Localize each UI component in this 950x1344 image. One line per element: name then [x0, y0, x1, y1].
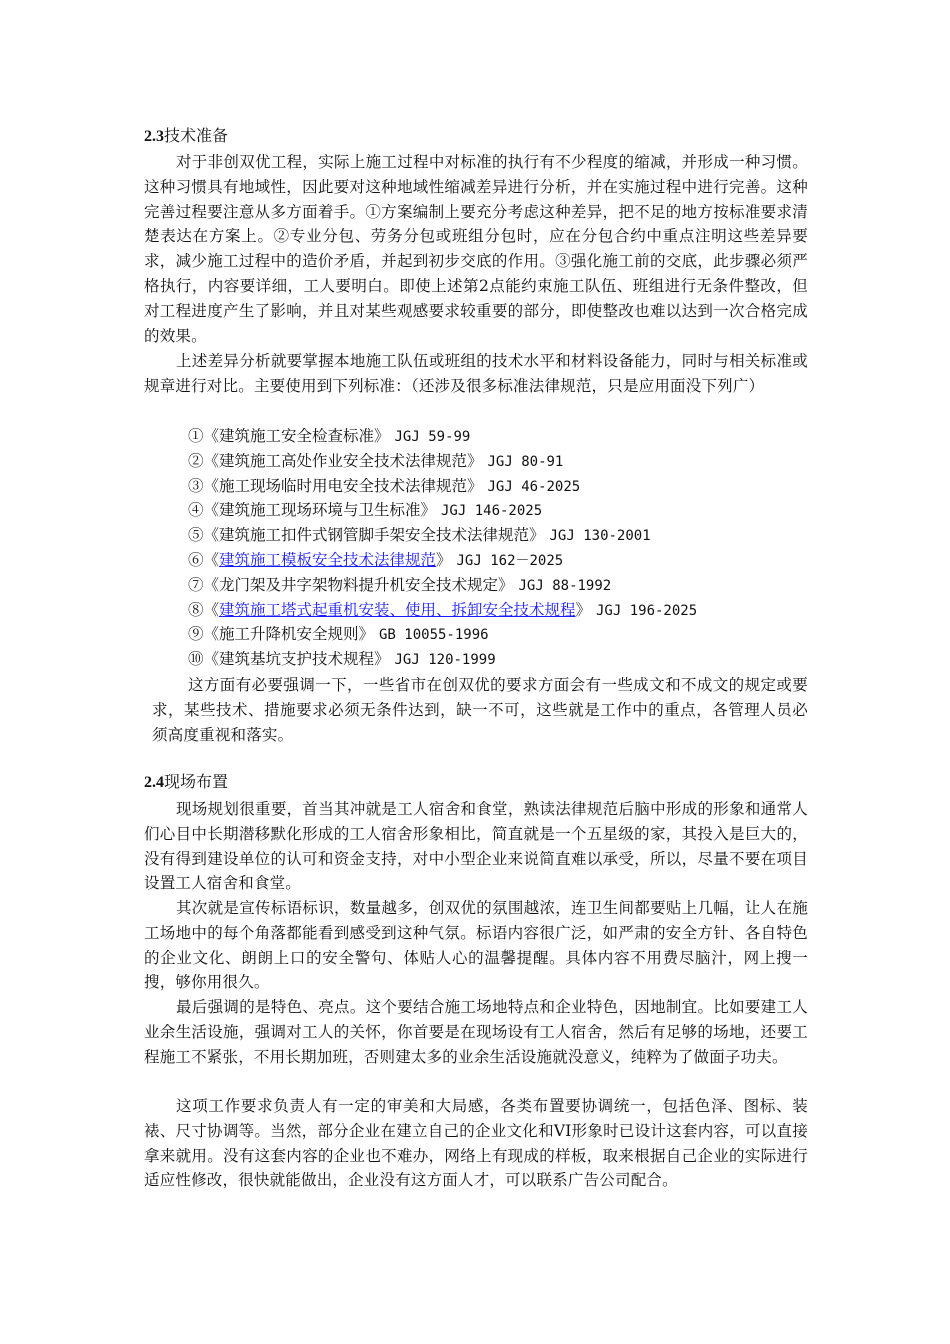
- title-bracket-close: 》: [575, 600, 592, 619]
- paragraph: 这项工作要求负责人有一定的审美和大局感，各类布置要协调统一，包括色泽、图标、装裱、尺寸协调等。当然，部分企业在建立自己的企业文化和VI形象时已设计这套内容，可以直接拿来就用。没有这套内容的企业也不难办，网络上有现成的样板，取来根据自己企业的实际进行适应性修改，很快就能做出，企业没有这方面人才，可以联系广告公司配合。: [144, 1097, 808, 1190]
- list-marker: ⑤: [188, 526, 204, 545]
- standard-item: [188, 449, 697, 474]
- title-bracket-open: 《: [203, 476, 220, 495]
- section-number: 2.4: [144, 774, 164, 791]
- title-bracket-close: 》: [358, 625, 375, 644]
- title-bracket-open: 《: [203, 501, 220, 520]
- title-bracket-open: 《: [203, 550, 220, 569]
- paragraph: 这方面有必要强调一下，一些省市在创双优的要求方面会有一些成文和不成文的规定或要求，某些技术、措施要求必须无条件达到，缺一不可，这些就是工作中的重点，各管理人员必须高度重视和落实。: [152, 676, 808, 744]
- title-bracket-close: 》: [436, 550, 452, 569]
- title-bracket-open: 《: [203, 650, 220, 669]
- standard-item: [188, 548, 697, 573]
- title-bracket-open: 《: [203, 451, 220, 470]
- paragraph: 上述差异分析就要掌握本地施工队伍或班组的技术水平和材料设备能力，同时与相关标准或规章进行对比。主要使用到下列标准：（还涉及很多标准法律规范，只是应用面没下列广）: [144, 352, 808, 395]
- standard-item: [188, 598, 697, 623]
- standard-name: 施工升降机安全规则: [219, 625, 359, 644]
- standard-code: JGJ 46-2025: [487, 478, 581, 495]
- list-marker: ⑩: [188, 650, 204, 669]
- standard-code: JGJ 146-2025: [441, 503, 543, 520]
- standard-code: JGJ 88-1992: [518, 577, 612, 594]
- section-title: 技术准备: [164, 126, 229, 145]
- title-bracket-close: 》: [420, 501, 437, 520]
- standard-link[interactable]: 建筑施工模板安全技术法律规范: [219, 550, 437, 569]
- standard-code: JGJ 130-2001: [549, 528, 651, 545]
- standard-item: [188, 474, 697, 499]
- section-title: 现场布置: [164, 772, 229, 791]
- title-bracket-open: 《: [203, 625, 220, 644]
- list-marker: ②: [188, 451, 204, 470]
- paragraph: 最后强调的是特色、亮点。这个要结合施工场地特点和企业特色，因地制宜。比如要建工人业余生活设施，强调对工人的关怀，你首要是在现场设有工人宿舍，然后有足够的场地，还要工程施工不紧张，不用长期加班，否则建太多的业余生活设施就没意义，纯粹为了做面子功夫。: [144, 998, 808, 1066]
- list-marker: ⑦: [188, 575, 204, 594]
- title-bracket-open: 《: [203, 575, 220, 594]
- standard-link[interactable]: 建筑施工塔式起重机安装、使用、拆卸安全技术规程: [219, 600, 576, 619]
- paragraph: 现场规划很重要，首当其冲就是工人宿舍和食堂，熟读法律规范后脑中形成的形象和通常人们心目中长期潜移默化形成的工人宿舍形象相比，简直就是一个五星级的家，其投入是巨大的，没有得到建设单位的认可和资金支持，对中小型企业来说简直难以承受，所以，尽量不要在项目设置工人宿舍和食堂。: [144, 800, 808, 893]
- standard-code: GB 10055-1996: [379, 627, 489, 644]
- standard-code: JGJ 59-99: [394, 429, 471, 445]
- standards-list: [188, 424, 697, 672]
- standard-name: 建筑施工现场环境与卫生标准: [219, 501, 421, 520]
- paragraph: 其次就是宣传标语标识，数量越多，创双优的氛围越浓，连卫生间都要贴上几幅，让人在施工场地中的每个角落都能看到感受到这种气氛。标语内容很广泛，如严肃的安全方针、各自特色的企业文化、朗朗上口的安全警句、体贴人心的温馨提醒。具体内容不用费尽脑汁，网上搜一搜，够你用很久。: [144, 899, 808, 992]
- standard-code: JGJ 196-2025: [596, 602, 698, 619]
- section-heading-2-4: [144, 771, 228, 794]
- standard-item: [188, 523, 697, 548]
- standard-code: JGJ 120-1999: [394, 652, 496, 669]
- standard-code: JGJ 162－2025: [456, 552, 564, 569]
- list-marker: ⑧: [188, 600, 204, 619]
- paragraph: 对于非创双优工程，实际上施工过程中对标准的执行有不少程度的缩减，并形成一种习惯。这种习惯具有地域性，因此要对这种地域性缩减差异进行分析，并在实施过程中进行完善。这种完善过程要注意从多方面着手。①方案编制上要充分考虑这种差异，把不足的地方按标准要求清楚表达在方案上。②专业分包、劳务分包或班组分包时，应在分包合约中重点注明这些差异要求，减少施工过程中的造价矛盾，并起到初步交底的作用。③强化施工前的交底，此步骤必须严格执行，内容要详细，工人要明白。即使上述第2点能约束施工队伍、班组进行无条件整改，但对工程进度产生了影响，并且对某些观感要求较重要的部分，即使整改也难以达到一次合格完成的效果。: [144, 153, 808, 345]
- title-bracket-close: 》: [498, 575, 514, 594]
- list-marker: ①: [188, 427, 204, 445]
- list-marker: ③: [188, 476, 204, 495]
- title-bracket-open: 《: [203, 526, 220, 545]
- title-bracket-close: 》: [374, 427, 390, 445]
- title-bracket-close: 》: [467, 451, 483, 470]
- standard-name: 龙门架及井字架物料提升机安全技术规定: [219, 575, 499, 594]
- standard-item: [188, 647, 697, 672]
- standard-item: [188, 573, 697, 598]
- title-bracket-open: 《: [203, 427, 220, 445]
- section-heading-2-3: [144, 125, 228, 148]
- standard-code: JGJ 80-91: [487, 453, 564, 470]
- list-marker: ④: [188, 501, 204, 520]
- section-number: 2.3: [144, 128, 164, 145]
- standard-name: 建筑施工安全检查标准: [219, 427, 375, 445]
- standard-item: [188, 622, 697, 647]
- title-bracket-open: 《: [203, 600, 220, 619]
- standard-name: 建筑施工扣件式钢管脚手架安全技术法律规范: [219, 526, 530, 545]
- standard-name: 建筑施工高处作业安全技术法律规范: [219, 451, 468, 470]
- list-marker: ⑥: [188, 550, 204, 569]
- standard-name: 施工现场临时用电安全技术法律规范: [219, 476, 468, 495]
- title-bracket-close: 》: [467, 476, 483, 495]
- standard-name: 建筑基坑支护技术规程: [219, 650, 375, 669]
- list-marker: ⑨: [188, 625, 204, 644]
- title-bracket-close: 》: [529, 526, 545, 545]
- standard-item: [188, 498, 697, 523]
- title-bracket-close: 》: [374, 650, 390, 669]
- standard-item: [188, 424, 697, 449]
